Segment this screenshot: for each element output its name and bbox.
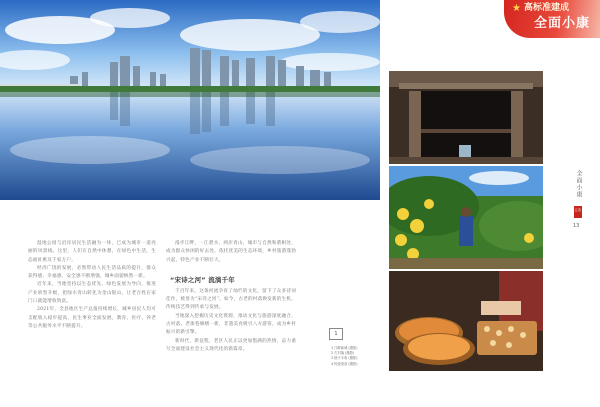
caption-line: 3 柚子丰收 (摄影) [331, 356, 358, 361]
section-subheading: “宋诗之河” 流淌千年 [170, 275, 236, 284]
section-label: 全面小康 [575, 170, 582, 198]
city-skyline-photo [0, 0, 380, 200]
badge-title-line2: 全面小康 [534, 16, 591, 31]
paragraph: 千百年来，这条河流孕育了灿烂的文化，留下了众多诗词佳作，被誉为“宋诗之河”。如今，古老的村落焕发新的生机，传统技艺得到传承与发展。 [166, 288, 296, 311]
paragraph: 漫步江畔，一江碧水，两岸青山，城市与自然和谐相处，成为群众休闲的好去处。依托优美的生态环境，乡村旅游蓬勃兴起，特色产业不断壮大。 [166, 241, 296, 263]
caption-line: 4 传统美食 (摄影) [331, 361, 358, 366]
article-column-1 [28, 240, 156, 388]
paragraph: 当地深入挖掘历史文化资源，推动文化与旅游深度融合，古村落、老街巷修缮一新，非遗美食吸引八方游客，成为乡村振兴的新引擎。 [166, 313, 296, 336]
traditional-food-photo [389, 271, 543, 371]
star-icon: ★ [512, 3, 521, 14]
caption-line: 1 江畔新城 (摄影) [331, 346, 358, 350]
page-number: 13 [573, 223, 580, 229]
caption-line: 2 古村落 (摄影) [331, 351, 355, 356]
paragraph: 经济广饶的发展，必然带动人民生活品质的提升，群众获得感、幸福感、安全感不断增强，城乡面貌焕然一新。 [28, 265, 156, 280]
pomelo-orchard-photo [389, 166, 543, 269]
article-column-2 [166, 240, 296, 390]
paragraph: 2021年，全县地区生产总值持续增长，城乡居民人均可支配收入稳步提高，民生事业全面发展，教育、医疗、养老等公共服务水平不断提升。 [28, 307, 156, 329]
caption-number-box: 1 [329, 328, 343, 340]
section-tag: 江西 [574, 206, 582, 218]
paragraph: 近年来，当地坚持以生态优先、绿色发展为导向，推进产业转型升级，把绿水青山转化为金山银山，让老百姓在家门口就能增收致富。 [28, 282, 156, 305]
photo-captions [331, 346, 383, 367]
badge-title-line1: 高标准建成 [524, 3, 570, 13]
paragraph: 湿地公园与沿岸居民生活融为一体，已成为城市一道亮丽的风景线。这里，人们在自然中休憩，在绿色中生活，生态福祉惠及千家万户。 [28, 241, 156, 263]
ancient-gate-photo [389, 71, 543, 164]
paragraph: 新时代，新征程，老区人民正以更加饱满的热情，奋力谱写全面建设社会主义现代化的新篇章。 [166, 338, 296, 352]
